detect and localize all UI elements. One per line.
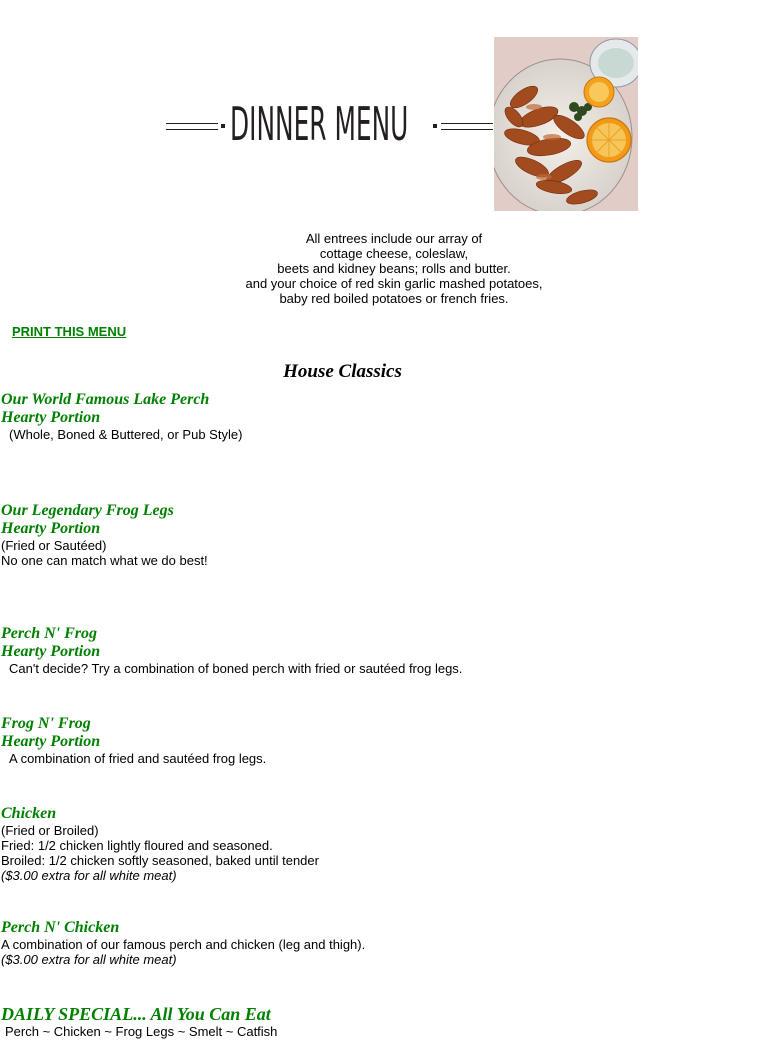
intro-line: beets and kidney beans; rolls and butter. xyxy=(277,261,511,276)
intro-line: and your choice of red skin garlic mashed potatoes, xyxy=(245,276,543,291)
menu-item-frog-n-frog xyxy=(1,715,741,766)
menu-item-frog-legs xyxy=(1,502,741,568)
print-menu-link[interactable]: PRINT THIS MENU xyxy=(12,324,127,339)
item-portion: Hearty Portion xyxy=(1,409,101,426)
item-description: (Fried or Broiled) xyxy=(1,823,99,838)
menu-item-perch-n-frog xyxy=(1,625,741,676)
section-heading: House Classics xyxy=(283,361,402,382)
item-portion: Hearty Portion xyxy=(1,520,101,537)
intro-text xyxy=(194,231,594,306)
item-name: Our Legendary Frog Legs xyxy=(1,502,174,519)
item-note: ($3.00 extra for all white meat) xyxy=(1,952,177,967)
item-portion: Hearty Portion xyxy=(1,643,101,660)
menu-item-chicken xyxy=(1,805,741,883)
item-description: No one can match what we do best! xyxy=(1,553,208,568)
item-name: Frog N' Frog xyxy=(1,715,91,732)
item-description: Can't decide? Try a combination of boned perch with fried or sautéed frog legs. xyxy=(9,661,463,676)
item-description: Broiled: 1/2 chicken softly seasoned, baked until tender xyxy=(1,853,319,868)
item-name: Perch N' Frog xyxy=(1,625,97,642)
intro-line: baby red boiled potatoes or french fries. xyxy=(279,291,509,306)
item-name: Our World Famous Lake Perch xyxy=(1,391,210,408)
daily-special xyxy=(1,1004,741,1039)
intro-line: All entrees include our array of xyxy=(305,231,483,246)
item-name: Perch N' Chicken xyxy=(1,919,120,936)
item-description: (Whole, Boned & Buttered, or Pub Style) xyxy=(9,427,243,442)
menu-item-perch-n-chicken xyxy=(1,919,741,967)
item-name: Chicken xyxy=(1,805,57,822)
special-description: Perch ~ Chicken ~ Frog Legs ~ Smelt ~ Catfish xyxy=(5,1024,278,1039)
item-description: Fried: 1/2 chicken lightly floured and seasoned. xyxy=(1,838,273,853)
item-note: ($3.00 extra for all white meat) xyxy=(1,868,177,883)
item-portion: Hearty Portion xyxy=(1,733,101,750)
page-title: DINNER MENU xyxy=(230,97,409,151)
menu-item-lake-perch xyxy=(1,391,741,442)
item-description: A combination of fried and sautéed frog legs. xyxy=(9,751,267,766)
food-photo xyxy=(494,37,638,211)
special-name: DAILY SPECIAL... All You Can Eat xyxy=(1,1004,271,1024)
item-description: (Fried or Sautéed) xyxy=(1,538,107,553)
intro-line: cottage cheese, coleslaw, xyxy=(319,246,469,261)
item-description: A combination of our famous perch and chicken (leg and thigh). xyxy=(1,937,366,952)
